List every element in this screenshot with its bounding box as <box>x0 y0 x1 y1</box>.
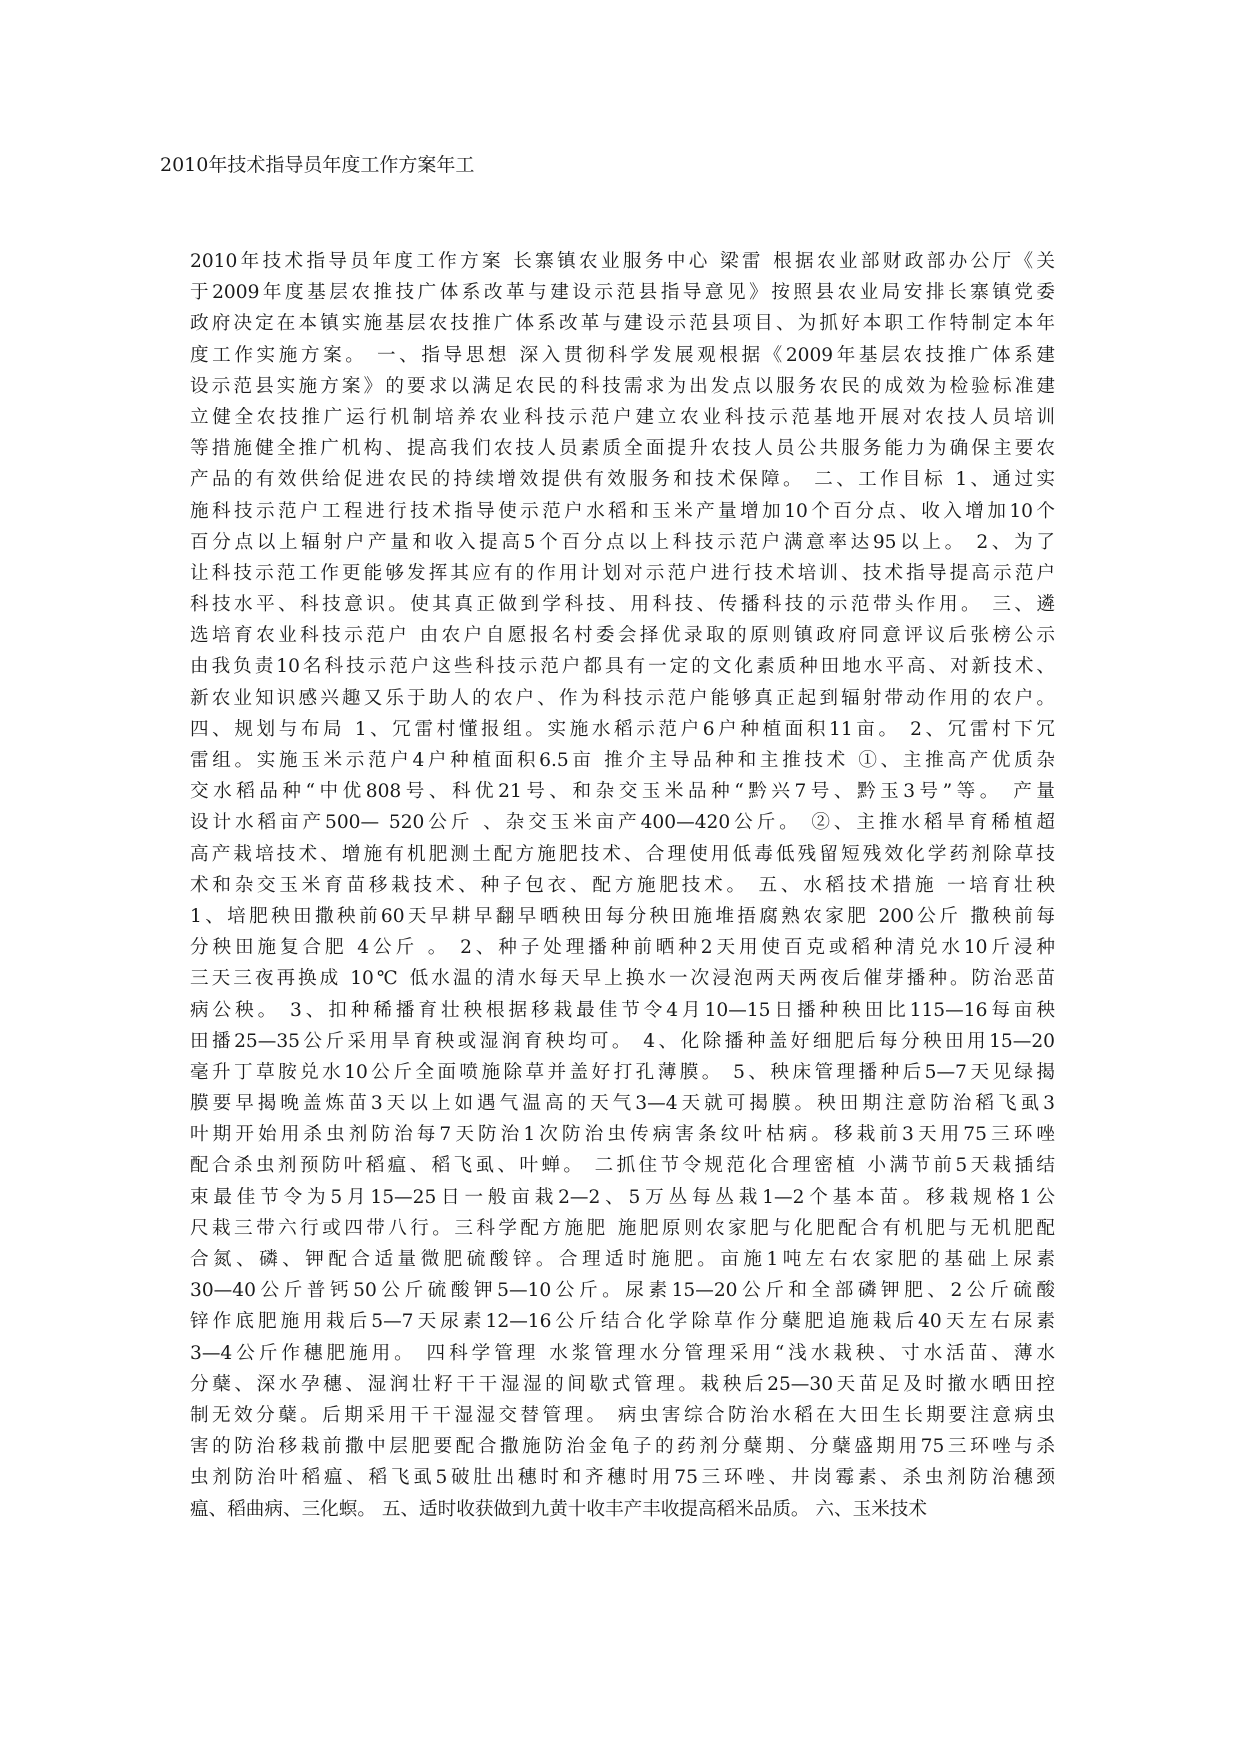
body-line: 合氮、磷、钾配合适量微肥硫酸锌。合理适时施肥。亩施1吨左右农家肥的基础上尿素 <box>190 1249 1055 1270</box>
body-line: 百分点以上辐射户产量和收入提高5个百分点以上科技示范户满意率达95以上。 2、为了 <box>190 531 1055 553</box>
body-line: 2010年技术指导员年度工作方案 长寨镇农业服务中心 梁雷 根据农业部财政部办公厅《关 <box>190 251 1055 272</box>
body-line: 分秧田施复合肥 4公斤 。 2、种子处理播种前晒种2天用使百克或稻种清兑水10斤浸种 <box>190 937 1055 959</box>
body-line: 等措施健全推广机构、提高我们农技人员素质全面提升农技人员公共服务能力为确保主要农 <box>190 438 1055 460</box>
body-line: 四、规划与布局 1、冗雷村懂报组。实施水稻示范户6户种植面积11亩。 2、冗雷村下冗 <box>190 718 1055 740</box>
body-line: 度工作实施方案。 一、指导思想 深入贯彻科学发展观根据《2009年基层农技推广体系建 <box>190 344 1055 366</box>
body-line: 施科技示范户工程进行技术指导使示范户水稻和玉米产量增加10个百分点、收入增加10个 <box>190 500 1055 522</box>
body-line: 产品的有效供给促进农民的持续增效提供有效服务和技术保障。 二、工作目标 1、通过实 <box>190 469 1055 491</box>
body-line: 尺栽三带六行或四带八行。三科学配方施肥 施肥原则农家肥与化肥配合有机肥与无机肥配 <box>190 1217 1055 1239</box>
body-line: 三天三夜再换成 10℃ 低水温的清水每天早上换水一次浸泡两天两夜后催芽播种。防治恶苗 <box>190 968 1055 990</box>
body-line: 3—4公斤作穗肥施用。 四科学管理 水浆管理水分管理采用“浅水栽秧、寸水活苗、薄水 <box>190 1342 1055 1364</box>
body-line: 科技水平、科技意识。使其真正做到学科技、用科技、传播科技的示范带头作用。 三、遴 <box>190 594 1055 616</box>
body-line: 瘟、稻曲病、三化螟。 五、适时收获做到九黄十收丰产丰收提高稻米品质。 六、玉米技术 <box>190 1498 927 1520</box>
body-line: 害的防治移栽前撒中层肥要配合撒施防治金龟子的药剂分蘖期、分蘖盛期用75三环唑与杀 <box>190 1436 1055 1458</box>
body-line: 束最佳节令为5月15—25日一般亩栽2—2、5万丛每丛栽1—2个基本苗。移栽规格1公 <box>190 1186 1055 1208</box>
body-line: 让科技示范工作更能够发挥其应有的作用计划对示范户进行技术培训、技术指导提高示范户 <box>190 562 1055 584</box>
body-line: 立健全农技推广运行机制培养农业科技示范户建立农业科技示范基地开展对农技人员培训 <box>190 406 1055 428</box>
body-line: 政府决定在本镇实施基层农技推广体系改革与建设示范县项目、为抓好本职工作特制定本年 <box>190 313 1055 335</box>
body-line: 1、培肥秧田撒秧前60天早耕早翻早晒秧田每分秧田施堆捂腐熟农家肥 200公斤 撒秧前每 <box>190 905 1055 927</box>
body-line: 设示范县实施方案》的要求以满足农民的科技需求为出发点以服务农民的成效为检验标准建 <box>190 375 1055 397</box>
document-title: 2010年技术指导员年度工作方案年工 <box>160 154 475 176</box>
body-line: 配合杀虫剂预防叶稻瘟、稻飞虱、叶蝉。 二抓住节令规范化合理密植 小满节前5天栽插结 <box>190 1155 1055 1177</box>
document-body <box>190 246 1055 1525</box>
body-line: 膜要早揭晚盖炼苗3天以上如遇气温高的天气3—4天就可揭膜。秧田期注意防治稻飞虱3 <box>190 1093 1055 1115</box>
body-line: 叶期开始用杀虫剂防治每7天防治1次防治虫传病害条纹叶枯病。移栽前3天用75三环唑 <box>190 1124 1055 1146</box>
body-line: 锌作底肥施用栽后5—7天尿素12—16公斤结合化学除草作分蘖肥追施栽后40天左右尿素 <box>190 1311 1055 1333</box>
body-line: 田播25—35公斤采用旱育秧或湿润育秧均可。 4、化除播种盖好细肥后每分秧田用15—20 <box>190 1030 1055 1052</box>
body-line: 于2009年度基层农推技广体系改革与建设示范县指导意见》按照县农业局安排长寨镇党委 <box>190 282 1055 304</box>
body-line: 设计水稻亩产500— 520公斤 、杂交玉米亩产400—420公斤。 ②、主推水稻旱育稀植超 <box>190 812 1055 834</box>
body-line: 30—40公斤普钙50公斤硫酸钾5—10公斤。尿素15—20公斤和全部磷钾肥、2公斤硫酸 <box>190 1280 1055 1302</box>
body-line: 选培育农业科技示范户 由农户自愿报名村委会择优录取的原则镇政府同意评议后张榜公示 <box>190 625 1055 647</box>
body-line: 病公秧。 3、扣种稀播育壮秧根据移栽最佳节令4月10—15日播种秧田比115—16每亩秧 <box>190 999 1055 1021</box>
body-line: 制无效分蘖。后期采用干干湿湿交替管理。 病虫害综合防治水稻在大田生长期要注意病虫 <box>190 1404 1055 1426</box>
body-line: 由我负责10名科技示范户这些科技示范户都具有一定的文化素质种田地水平高、对新技术、 <box>190 656 1055 678</box>
body-line: 分蘖、深水孕穗、湿润壮籽干干湿湿的间歇式管理。栽秧后25—30天苗足及时撤水晒田控 <box>190 1373 1055 1395</box>
body-line: 术和杂交玉米育苗移栽技术、种子包衣、配方施肥技术。 五、水稻技术措施 一培育壮秧 <box>190 874 1055 896</box>
body-line: 虫剂防治叶稻瘟、稻飞虱5破肚出穗时和齐穗时用75三环唑、井岗霉素、杀虫剂防治穗颈 <box>190 1467 1055 1489</box>
body-line: 新农业知识感兴趣又乐于助人的农户、作为科技示范户能够真正起到辐射带动作用的农户。 <box>190 687 1055 709</box>
body-line: 雷组。实施玉米示范户4户种植面积6.5亩 推介主导品种和主推技术 ①、主推高产优质杂 <box>190 750 1055 771</box>
body-line: 高产栽培技术、增施有机肥测土配方施肥技术、合理使用低毒低残留短残效化学药剂除草技 <box>190 843 1055 865</box>
body-line: 毫升丁草胺兑水10公斤全面喷施除草并盖好打孔薄膜。 5、秧床管理播种后5—7天见绿揭 <box>190 1061 1055 1083</box>
body-line: 交水稻品种“中优808号、科优21号、和杂交玉米品种“黔兴7号、黔玉3号”等。 产量 <box>190 781 1055 803</box>
